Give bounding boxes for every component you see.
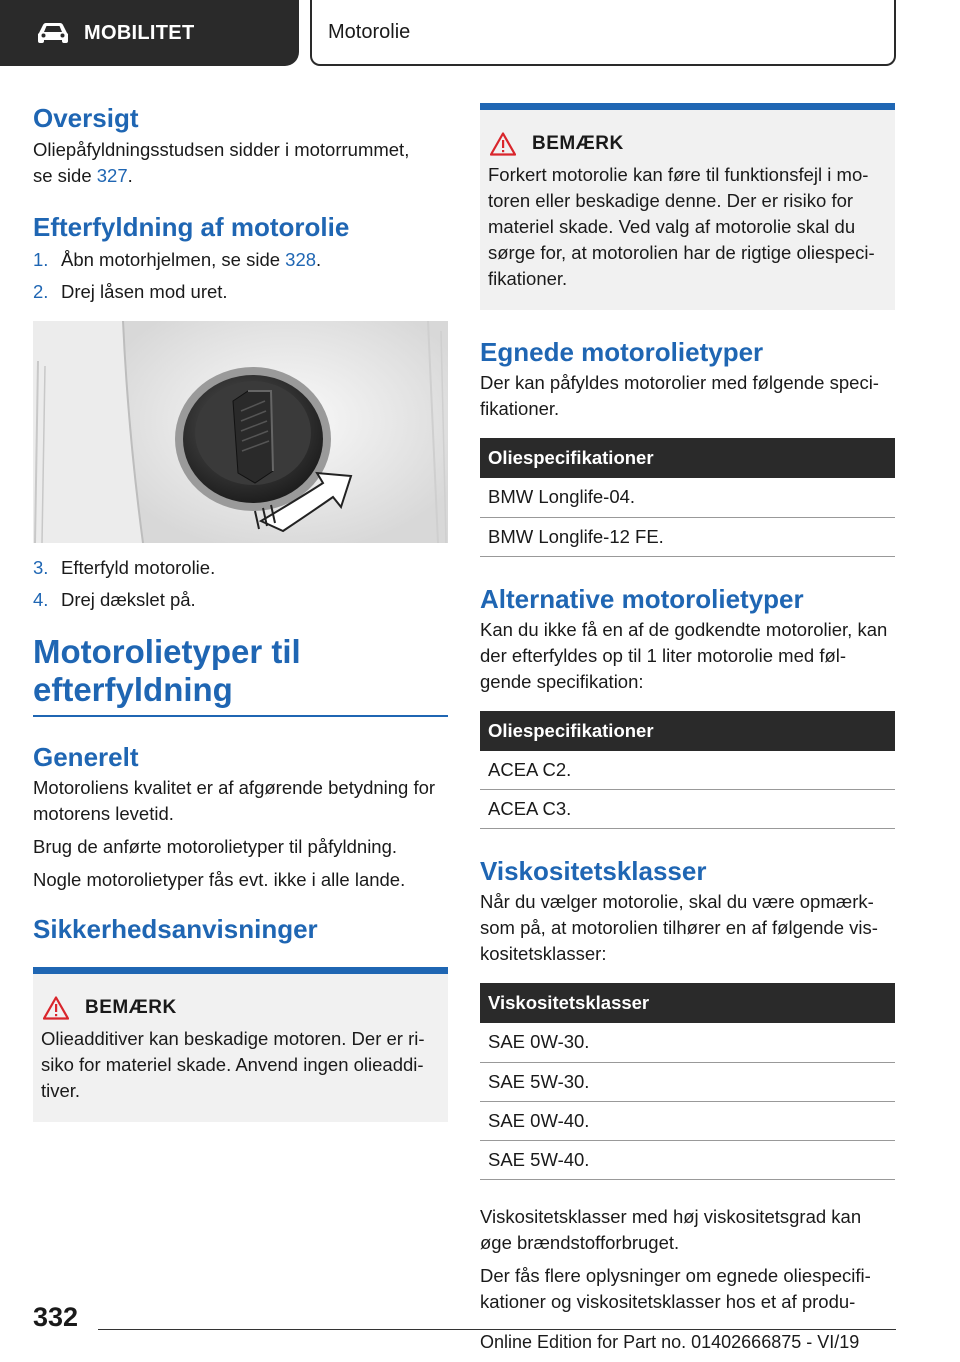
table-row bbox=[480, 751, 895, 790]
table-header: Viskositetsklasser bbox=[480, 983, 895, 1023]
steps-list-a bbox=[33, 247, 448, 305]
step-number: 4. bbox=[33, 589, 49, 610]
warning-triangle-icon bbox=[490, 132, 516, 156]
viskositet-after-p2: Der fås flere oplysninger om egnede oliespecifi-kationer og viskositetsklasser hos et af produ- bbox=[480, 1264, 871, 1312]
egnede-text: Der kan påfyldes motorolier med følgende speci-fikationer. bbox=[480, 372, 879, 419]
spec-table-viskositet bbox=[480, 983, 895, 1180]
note-title: BEMÆRK bbox=[532, 133, 624, 154]
heading-generelt: Generelt bbox=[33, 742, 139, 772]
warning-note bbox=[480, 103, 895, 310]
generelt-p2: Brug de anførte motorolietyper til påfyldning. bbox=[33, 836, 398, 857]
step-item bbox=[33, 247, 448, 273]
note-header bbox=[488, 132, 885, 156]
table-row bbox=[480, 1101, 895, 1140]
table-row bbox=[480, 478, 895, 517]
page-link-327[interactable]: 327 bbox=[96, 165, 128, 186]
right-column bbox=[480, 103, 895, 1315]
generelt-p3: Nogle motorolietyper fås evt. ikke i alle lande. bbox=[33, 869, 406, 890]
viskositet-text: Når du vælger motorolie, skal du være opmærk-som på, at motorolien tilhører en af følgende vis-kositetsklasser: bbox=[480, 891, 878, 964]
step-item bbox=[33, 279, 448, 305]
steps-list-b bbox=[33, 555, 448, 613]
page-header bbox=[0, 0, 960, 66]
section-tab[interactable] bbox=[0, 0, 299, 66]
table-cell: SAE 5W-30. bbox=[480, 1062, 895, 1101]
heading-egnede: Egnede motorolietyper bbox=[480, 337, 764, 367]
table-row bbox=[480, 517, 895, 556]
viskositet-after-p1: Viskositetsklasser med høj viskositetsgrad kan øge brændstofforbruget. bbox=[480, 1205, 862, 1253]
table-row bbox=[480, 1062, 895, 1101]
step-number: 3. bbox=[33, 557, 49, 578]
footer-rule bbox=[98, 1329, 896, 1330]
table-row bbox=[480, 1140, 895, 1179]
heading-motorolietyper bbox=[33, 633, 448, 709]
oversigt-text-c: . bbox=[127, 165, 133, 186]
spec-table-alternative bbox=[480, 711, 895, 830]
warning-note bbox=[33, 967, 448, 1122]
heading-rule bbox=[33, 715, 448, 717]
heading-line-1: Motorolietyper til bbox=[33, 633, 301, 670]
note-text: Olieadditiver kan beskadige motoren. Der er ri-siko for materiel skade. Anvend ingen olieaddi-tiver. bbox=[41, 1028, 425, 1101]
heading-line-2: efterfyldning bbox=[33, 671, 233, 708]
heading-efterfyldning: Efterfyldning af motorolie bbox=[33, 212, 350, 242]
note-header bbox=[41, 996, 438, 1020]
page-link-328[interactable]: 328 bbox=[285, 249, 317, 270]
generelt-p1: Motoroliens kvalitet er af afgørende betydning for motorens levetid. bbox=[33, 777, 436, 824]
page-title-box bbox=[310, 0, 896, 66]
oversigt-text-a: Oliepåfyldningsstudsen sidder i motorrummet, bbox=[33, 139, 410, 160]
step-number: 1. bbox=[33, 249, 49, 270]
heading-oversigt: Oversigt bbox=[33, 103, 139, 133]
step-text-part: Åbn motorhjelmen, se side bbox=[61, 249, 286, 270]
step-number: 2. bbox=[33, 281, 49, 302]
table-cell: SAE 5W-40. bbox=[480, 1140, 895, 1179]
table-cell: ACEA C3. bbox=[480, 790, 895, 829]
step-item bbox=[33, 555, 448, 581]
table-header: Oliespecifikationer bbox=[480, 711, 895, 751]
note-text: Forkert motorolie kan føre til funktionsfejl i mo-toren eller beskadige denne. Der er risiko for materiel skade. Ved valg af motorolie skal du sørge for, at motorolien har de rigtige oliespeci-fikationer. bbox=[488, 164, 875, 289]
table-cell: SAE 0W-40. bbox=[480, 1101, 895, 1140]
left-column bbox=[33, 100, 448, 1122]
heading-sikkerhed: Sikkerhedsanvisninger bbox=[33, 914, 318, 944]
page-title: Motorolie bbox=[328, 20, 411, 43]
oversigt-text bbox=[33, 137, 448, 189]
step-text-end: . bbox=[316, 249, 322, 270]
alternative-text: Kan du ikke få en af de godkendte motorolier, kan der efterfyldes op til 1 liter motorolie med føl-gende specifikation: bbox=[480, 618, 888, 692]
table-cell: SAE 0W-30. bbox=[480, 1023, 895, 1062]
oil-cap-illustration bbox=[33, 321, 448, 543]
page-footer bbox=[0, 1290, 960, 1362]
step-text: Drej dækslet på. bbox=[61, 589, 196, 610]
table-cell: ACEA C2. bbox=[480, 751, 895, 790]
table-cell: BMW Longlife-04. bbox=[480, 478, 895, 517]
heading-viskositet: Viskositetsklasser bbox=[480, 856, 707, 886]
table-row bbox=[480, 790, 895, 829]
table-cell: BMW Longlife-12 FE. bbox=[480, 517, 895, 556]
page-number: 332 bbox=[33, 1302, 79, 1332]
step-text: Drej låsen mod uret. bbox=[61, 281, 228, 302]
note-title: BEMÆRK bbox=[85, 997, 177, 1018]
warning-triangle-icon bbox=[43, 996, 69, 1020]
step-item bbox=[33, 587, 448, 613]
step-text bbox=[61, 247, 321, 273]
spec-table-egnede bbox=[480, 438, 895, 557]
step-text: Efterfyld motorolie. bbox=[61, 557, 216, 578]
table-header: Oliespecifikationer bbox=[480, 438, 895, 478]
oversigt-text-b: se side bbox=[33, 165, 97, 186]
table-row bbox=[480, 1023, 895, 1062]
section-label: MOBILITET bbox=[84, 21, 195, 44]
oil-cap-photo bbox=[33, 321, 448, 543]
car-icon bbox=[36, 22, 70, 44]
edition-text: Online Edition for Part no. 01402666875 - VI/19 bbox=[480, 1332, 860, 1352]
heading-alternative: Alternative motorolietyper bbox=[480, 583, 804, 614]
